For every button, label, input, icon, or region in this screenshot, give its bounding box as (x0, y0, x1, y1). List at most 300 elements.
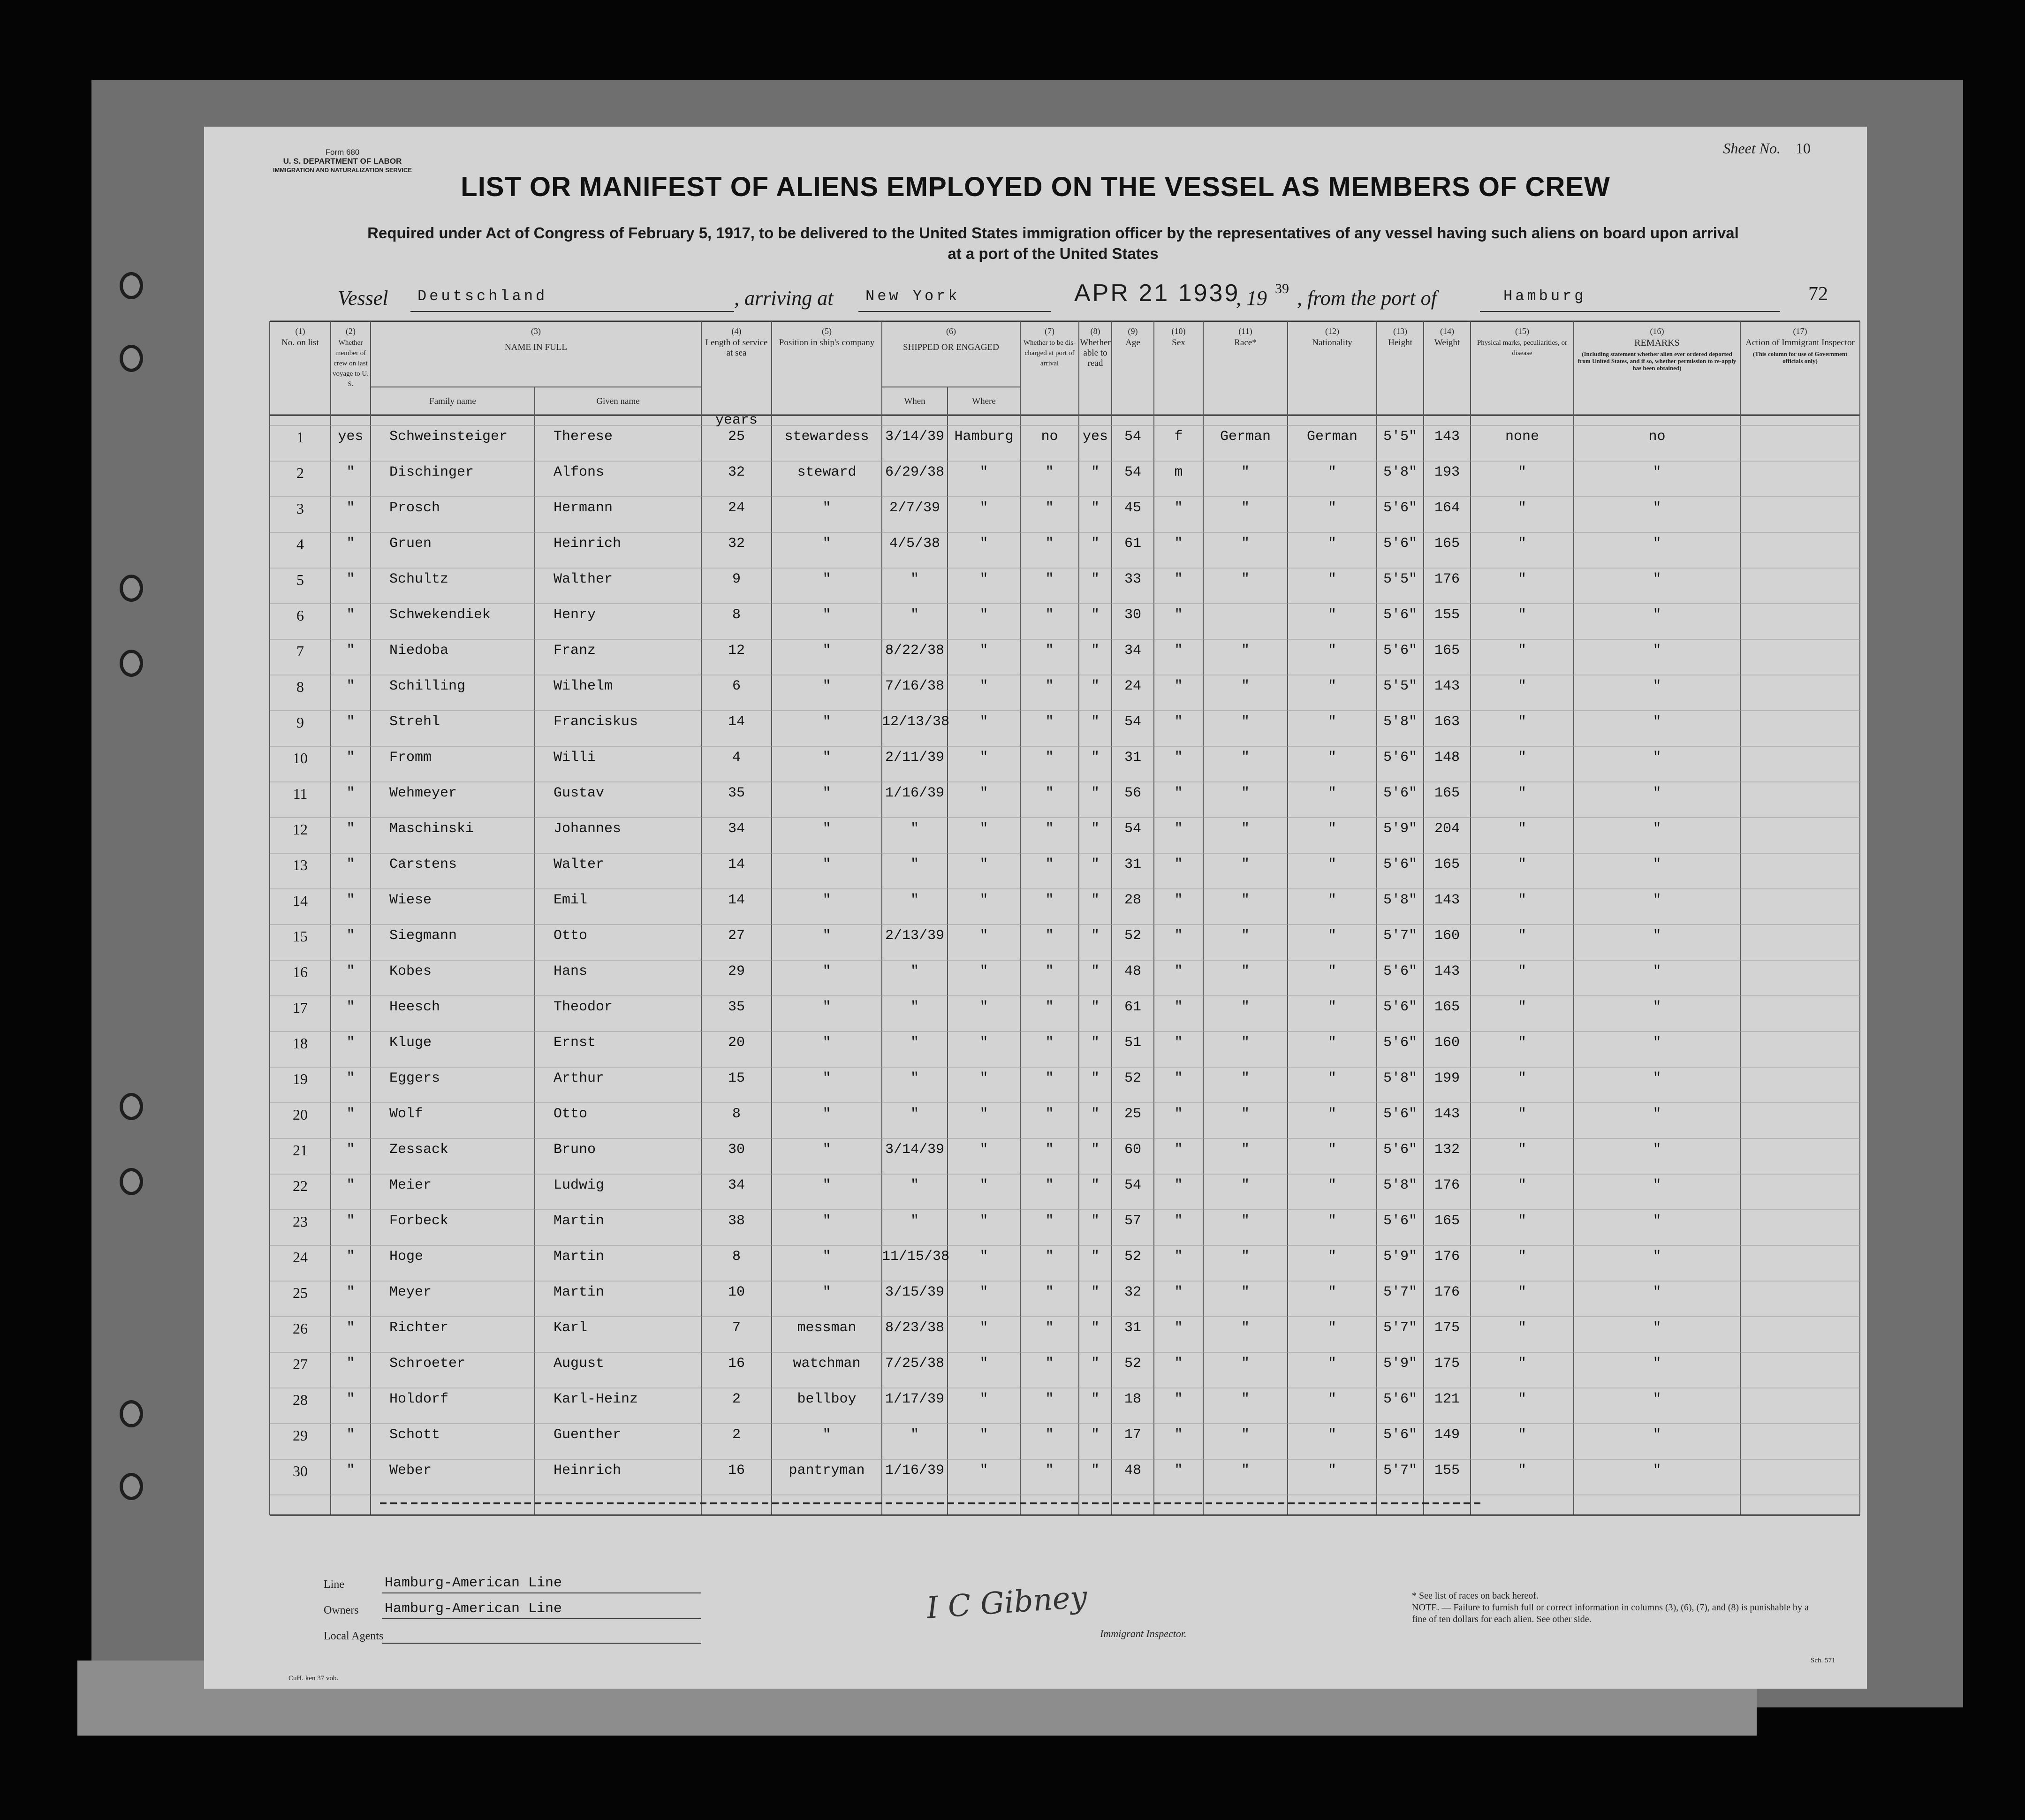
cell-family: Hoge (389, 1249, 424, 1265)
binder-hole (120, 575, 143, 602)
page-title: LIST OR MANIFEST OF ALIENS EMPLOYED ON THE VESSEL AS MEMBERS OF CREW (461, 172, 1610, 202)
cell-weight: 176 (1434, 1249, 1460, 1265)
cell-sex: " (1174, 892, 1183, 908)
binder-hole (120, 1168, 143, 1195)
cell-remarks: " (1653, 1391, 1661, 1407)
cell-remarks: " (1653, 1427, 1661, 1443)
cell-race: " (1241, 1356, 1250, 1372)
cell-service: 14 (728, 892, 745, 908)
cell-where: " (979, 643, 988, 659)
cell-height: 5'9" (1383, 821, 1417, 837)
cell-marks: " (1517, 1035, 1526, 1051)
binder-hole (120, 1473, 143, 1500)
cell-position: pantryman (789, 1463, 865, 1479)
cell-no: 1 (296, 429, 304, 446)
cell-weight: 163 (1434, 714, 1460, 730)
column-subheader: Where (972, 396, 996, 406)
cell-remarks: " (1653, 1249, 1661, 1265)
cell-no: 11 (293, 785, 308, 802)
cell-where: " (979, 714, 988, 730)
cell-when: " (910, 1427, 919, 1443)
cell-family: Dischinger (389, 464, 474, 480)
cell-remarks: " (1653, 785, 1661, 801)
cell-age: 61 (1124, 536, 1141, 552)
cell-read: " (1091, 857, 1100, 872)
cell-nationality: " (1327, 750, 1336, 766)
cell-weight: 121 (1434, 1391, 1460, 1407)
cell-height: 5'7" (1383, 1463, 1417, 1479)
column-header: Whether to be dis-charged at port of arrival (1023, 339, 1076, 367)
cell-family: Schultz (389, 571, 449, 587)
cell-race: " (1241, 643, 1250, 659)
cell-where: " (979, 892, 988, 908)
cell-prev: " (346, 1070, 355, 1086)
cell-race: " (1241, 892, 1250, 908)
cell-weight: 199 (1434, 1070, 1460, 1086)
cell-prev: " (346, 1142, 355, 1158)
cell-family: Forbeck (389, 1213, 449, 1229)
cell-read: " (1091, 643, 1100, 659)
cell-nationality: " (1327, 607, 1336, 623)
cell-age: 18 (1124, 1391, 1141, 1407)
cell-where: Hamburg (954, 429, 1014, 445)
cell-age: 52 (1124, 1070, 1141, 1086)
cell-no: 29 (293, 1427, 308, 1444)
cell-prev: " (346, 1320, 355, 1336)
cell-height: 5'6" (1383, 643, 1417, 659)
cell-race: " (1241, 1284, 1250, 1300)
cell-prev: " (346, 1284, 355, 1300)
cell-sex: " (1174, 1320, 1183, 1336)
date-stamp: APR 21 1939 (1074, 280, 1240, 307)
cell-weight: 160 (1434, 928, 1460, 944)
cell-when: 2/7/39 (889, 500, 940, 516)
column-number: (9) (1128, 326, 1138, 336)
cell-given: Walther (554, 571, 613, 587)
cell-read: " (1091, 750, 1100, 766)
cell-remarks: no (1648, 429, 1666, 445)
cell-remarks: " (1653, 999, 1661, 1015)
column-header-detail: (Including statement whether alien ever ordered deported from United States, and if so, whether permission to re-apply has been obtained) (1578, 350, 1737, 372)
cell-no: 21 (293, 1142, 308, 1159)
cell-age: 56 (1124, 785, 1141, 801)
cell-prev: " (346, 536, 355, 552)
cell-read: " (1091, 1142, 1100, 1158)
cell-when: 8/22/38 (885, 643, 945, 659)
cell-race: " (1241, 999, 1250, 1015)
cell-age: 48 (1124, 963, 1141, 979)
cell-family: Schroeter (389, 1356, 466, 1372)
cell-prev: " (346, 1106, 355, 1122)
cell-remarks: " (1653, 1070, 1661, 1086)
cell-read: " (1091, 1106, 1100, 1122)
cell-sex: " (1174, 536, 1183, 552)
column-number: (4) (731, 326, 742, 336)
cell-read: " (1091, 714, 1100, 730)
cell-remarks: " (1653, 821, 1661, 837)
cell-height: 5'6" (1383, 1142, 1417, 1158)
cell-race: German (1220, 429, 1271, 445)
cell-given: Theodor (554, 999, 613, 1015)
cell-service: 24 (728, 500, 745, 516)
cell-given: August (554, 1356, 605, 1372)
cell-where: " (979, 1213, 988, 1229)
cell-no: 27 (293, 1356, 308, 1373)
cell-read: " (1091, 678, 1100, 694)
cell-discharge: " (1045, 999, 1054, 1015)
cell-when: 2/11/39 (885, 750, 945, 766)
cell-nationality: " (1327, 678, 1336, 694)
cell-where: " (979, 678, 988, 694)
cell-given: Gustav (554, 785, 605, 801)
cell-sex: " (1174, 1427, 1183, 1443)
cell-service: 35 (728, 785, 745, 801)
cell-no: 6 (296, 607, 304, 624)
cell-service: 4 (732, 750, 741, 766)
cell-weight: 143 (1434, 678, 1460, 694)
years-label: years (715, 412, 758, 428)
cell-family: Gruen (389, 536, 432, 552)
cell-weight: 149 (1434, 1427, 1460, 1443)
cell-remarks: " (1653, 963, 1661, 979)
cell-when: 3/15/39 (885, 1284, 945, 1300)
cell-position: " (822, 928, 831, 944)
races-note: * See list of races on back hereof. (1412, 1591, 1539, 1601)
cell-read: " (1091, 963, 1100, 979)
cell-prev: " (346, 928, 355, 944)
cell-when: " (910, 963, 919, 979)
cell-age: 54 (1124, 1177, 1141, 1193)
cell-read: " (1091, 1320, 1100, 1336)
cell-remarks: " (1653, 643, 1661, 659)
cell-where: " (979, 1249, 988, 1265)
cell-given: Karl (554, 1320, 588, 1336)
cell-position: " (822, 1070, 831, 1086)
cell-remarks: " (1653, 607, 1661, 623)
cell-remarks: " (1653, 928, 1661, 944)
cell-no: 12 (293, 821, 308, 838)
cell-service: 7 (732, 1320, 741, 1336)
cell-when: " (910, 857, 919, 872)
cell-service: 14 (728, 714, 745, 730)
cell-when: " (910, 1213, 919, 1229)
cell-race: " (1241, 464, 1250, 480)
column-header: Height (1388, 338, 1412, 348)
cell-height: 5'6" (1383, 963, 1417, 979)
cell-remarks: " (1653, 750, 1661, 766)
cell-prev: " (346, 1463, 355, 1479)
cell-age: 32 (1124, 1284, 1141, 1300)
cell-prev: " (346, 500, 355, 516)
cell-height: 5'6" (1383, 607, 1417, 623)
cell-when: " (910, 1177, 919, 1193)
service: IMMIGRATION AND NATURALIZATION SERVICE (273, 167, 412, 174)
cell-family: Schilling (389, 678, 466, 694)
cell-discharge: " (1045, 500, 1054, 516)
cell-marks: " (1517, 1213, 1526, 1229)
cell-height: 5'6" (1383, 1391, 1417, 1407)
cell-when: 4/5/38 (889, 536, 940, 552)
cell-no: 15 (293, 928, 308, 945)
cell-position: " (822, 892, 831, 908)
cell-nationality: " (1327, 1070, 1336, 1086)
cell-prev: " (346, 607, 355, 623)
cell-height: 5'6" (1383, 1035, 1417, 1051)
cell-when: " (910, 1035, 919, 1051)
column-header-detail: (This column for use of Government officials only) (1752, 350, 1848, 364)
cell-remarks: " (1653, 857, 1661, 872)
cell-marks: " (1517, 678, 1526, 694)
column-header: Sex (1172, 338, 1185, 348)
cell-weight: 204 (1434, 821, 1460, 837)
cell-given: Ludwig (554, 1177, 605, 1193)
cell-marks: " (1517, 1284, 1526, 1300)
cell-where: " (979, 1284, 988, 1300)
cell-where: " (979, 1142, 988, 1158)
page-mark: 72 (1808, 283, 1828, 305)
cell-remarks: " (1653, 1463, 1661, 1479)
cell-where: " (979, 1463, 988, 1479)
cell-family: Weber (389, 1463, 432, 1479)
cell-where: " (979, 750, 988, 766)
cell-no: 18 (293, 1035, 308, 1052)
cell-service: 16 (728, 1356, 745, 1372)
cell-race: " (1241, 821, 1250, 837)
cell-race: " (1241, 1427, 1250, 1443)
subtitle-line-2: at a port of the United States (948, 245, 1159, 262)
cell-weight: 165 (1434, 785, 1460, 801)
cell-no: 7 (296, 643, 304, 660)
column-header: SHIPPED OR ENGAGED (903, 342, 999, 352)
cell-service: 10 (728, 1284, 745, 1300)
cell-nationality: " (1327, 536, 1336, 552)
sheet-number-label: Sheet No. (1723, 140, 1781, 157)
cell-where: " (979, 1320, 988, 1336)
cell-read: " (1091, 464, 1100, 480)
cell-discharge: " (1045, 536, 1054, 552)
cell-discharge: " (1045, 1070, 1054, 1086)
cell-given: Karl-Heinz (554, 1391, 638, 1407)
schedule-code: Sch. 571 (1811, 1657, 1835, 1664)
cell-height: 5'9" (1383, 1249, 1417, 1265)
cell-nationality: " (1327, 571, 1336, 587)
cell-given: Franz (554, 643, 596, 659)
cell-weight: 143 (1434, 1106, 1460, 1122)
cell-nationality: " (1327, 714, 1336, 730)
cell-discharge: " (1045, 1356, 1054, 1372)
cell-age: 28 (1124, 892, 1141, 908)
cell-sex: " (1174, 750, 1183, 766)
column-header: Physical marks, peculiarities, or disease (1477, 339, 1568, 357)
binder-hole (120, 345, 143, 372)
cell-nationality: " (1327, 500, 1336, 516)
cell-prev: " (346, 1213, 355, 1229)
binder-hole (120, 1093, 143, 1120)
cell-discharge: " (1045, 963, 1054, 979)
cell-position: " (822, 1177, 831, 1193)
cell-prev: " (346, 963, 355, 979)
cell-prev: " (346, 999, 355, 1015)
cell-discharge: " (1045, 714, 1054, 730)
column-number: (10) (1171, 326, 1186, 336)
cell-read: " (1091, 1177, 1100, 1193)
cell-marks: " (1517, 714, 1526, 730)
cell-no: 26 (293, 1320, 308, 1337)
cell-remarks: " (1653, 678, 1661, 694)
cell-no: 10 (293, 750, 308, 766)
inspector-signature: I C Gibney (925, 1580, 1088, 1626)
cell-read: " (1091, 1249, 1100, 1265)
cell-family: Fromm (389, 750, 432, 766)
from-port: Hamburg (1503, 288, 1586, 305)
cell-age: 31 (1124, 857, 1141, 872)
penalty-note: NOTE. — Failure to furnish full or correct information in columns (3), (6), (7), and (8) is punishable by a fine of ten dollars for each alien. See other side. (1412, 1602, 1809, 1624)
binder-hole (120, 272, 143, 299)
cell-height: 5'6" (1383, 999, 1417, 1015)
cell-prev: " (346, 464, 355, 480)
cell-nationality: " (1327, 643, 1336, 659)
cell-family: Schweinsteiger (389, 429, 508, 445)
cell-sex: " (1174, 1035, 1183, 1051)
cell-discharge: " (1045, 571, 1054, 587)
cell-position: " (822, 785, 831, 801)
cell-given: Bruno (554, 1142, 596, 1158)
cell-marks: " (1517, 999, 1526, 1015)
line-label: Line (324, 1578, 344, 1591)
cell-no: 22 (293, 1177, 308, 1194)
cell-position: " (822, 643, 831, 659)
cell-read: " (1091, 1035, 1100, 1051)
cell-family: Holdorf (389, 1391, 449, 1407)
cell-height: 5'6" (1383, 1427, 1417, 1443)
cell-no: 23 (293, 1213, 308, 1230)
cell-given: Martin (554, 1284, 605, 1300)
cell-discharge: " (1045, 1035, 1054, 1051)
cell-position: " (822, 678, 831, 694)
cell-position: " (822, 1249, 831, 1265)
form-number: Form 680 (325, 148, 360, 157)
cell-given: Otto (554, 928, 588, 944)
cell-weight: 175 (1434, 1320, 1460, 1336)
cell-position: " (822, 821, 831, 837)
cell-remarks: " (1653, 714, 1661, 730)
cell-family: Wiese (389, 892, 432, 908)
cell-weight: 143 (1434, 429, 1460, 445)
cell-prev: " (346, 714, 355, 730)
cell-service: 8 (732, 1249, 741, 1265)
cell-discharge: " (1045, 821, 1054, 837)
cell-weight: 143 (1434, 892, 1460, 908)
cell-no: 17 (293, 999, 308, 1016)
cell-nationality: " (1327, 857, 1336, 872)
cell-service: 6 (732, 678, 741, 694)
cell-age: 54 (1124, 464, 1141, 480)
cell-given: Martin (554, 1249, 605, 1265)
cell-read: " (1091, 928, 1100, 944)
cell-sex: " (1174, 678, 1183, 694)
cell-where: " (979, 1035, 988, 1051)
cell-height: 5'8" (1383, 464, 1417, 480)
cell-position: bellboy (797, 1391, 857, 1407)
cell-when: " (910, 607, 919, 623)
cell-nationality: " (1327, 1320, 1336, 1336)
cell-marks: " (1517, 464, 1526, 480)
cell-when: 12/13/38 (882, 714, 950, 730)
cell-given: Heinrich (554, 536, 622, 552)
cell-marks: " (1517, 571, 1526, 587)
cell-position: messman (797, 1320, 857, 1336)
cell-no: 3 (296, 500, 304, 517)
cell-read: " (1091, 536, 1100, 552)
cell-marks: " (1517, 1427, 1526, 1443)
cell-remarks: " (1653, 1106, 1661, 1122)
cell-when: 1/17/39 (885, 1391, 945, 1407)
cell-service: 34 (728, 1177, 745, 1193)
cell-sex: " (1174, 928, 1183, 944)
cell-service: 14 (728, 857, 745, 872)
cell-where: " (979, 1070, 988, 1086)
cell-remarks: " (1653, 1320, 1661, 1336)
cell-sex: " (1174, 857, 1183, 872)
cell-sex: " (1174, 607, 1183, 623)
cell-prev: " (346, 1391, 355, 1407)
cell-discharge: " (1045, 892, 1054, 908)
cell-marks: " (1517, 750, 1526, 766)
cell-height: 5'6" (1383, 1106, 1417, 1122)
cell-position: " (822, 963, 831, 979)
cell-discharge: " (1045, 857, 1054, 872)
cell-age: 17 (1124, 1427, 1141, 1443)
cell-height: 5'6" (1383, 750, 1417, 766)
cell-no: 30 (293, 1463, 308, 1479)
cell-position: " (822, 1213, 831, 1229)
cell-family: Schwekendiek (389, 607, 491, 623)
cell-discharge: " (1045, 1427, 1054, 1443)
cell-when: 11/15/38 (882, 1249, 950, 1265)
cell-prev: " (346, 857, 355, 872)
cell-discharge: " (1045, 678, 1054, 694)
column-subheader: Family name (429, 396, 476, 406)
cell-marks: " (1517, 928, 1526, 944)
local-agents-label: Local Agents (324, 1630, 384, 1642)
cell-remarks: " (1653, 1356, 1661, 1372)
cell-race: " (1241, 785, 1250, 801)
cell-position: watchman (793, 1356, 861, 1372)
cell-weight: 165 (1434, 643, 1460, 659)
cell-family: Meyer (389, 1284, 432, 1300)
column-header: Race* (1234, 338, 1257, 348)
cell-position: " (822, 1284, 831, 1300)
cell-service: 32 (728, 464, 745, 480)
cell-race: " (1241, 1142, 1250, 1158)
cell-position: " (822, 1142, 831, 1158)
year-prefix: , 19 (1236, 287, 1267, 310)
cell-nationality: " (1327, 464, 1336, 480)
year: 39 (1275, 281, 1289, 296)
cell-prev: " (346, 643, 355, 659)
cell-given: Henry (554, 607, 596, 623)
cell-weight: 155 (1434, 1463, 1460, 1479)
cell-family: Meier (389, 1177, 432, 1193)
column-subheader: Given name (596, 396, 640, 406)
cell-no: 4 (296, 536, 304, 553)
cell-family: Siegmann (389, 928, 457, 944)
cell-nationality: " (1327, 963, 1336, 979)
cell-given: Emil (554, 892, 588, 908)
cell-remarks: " (1653, 892, 1661, 908)
cell-where: " (979, 963, 988, 979)
cell-sex: " (1174, 1249, 1183, 1265)
